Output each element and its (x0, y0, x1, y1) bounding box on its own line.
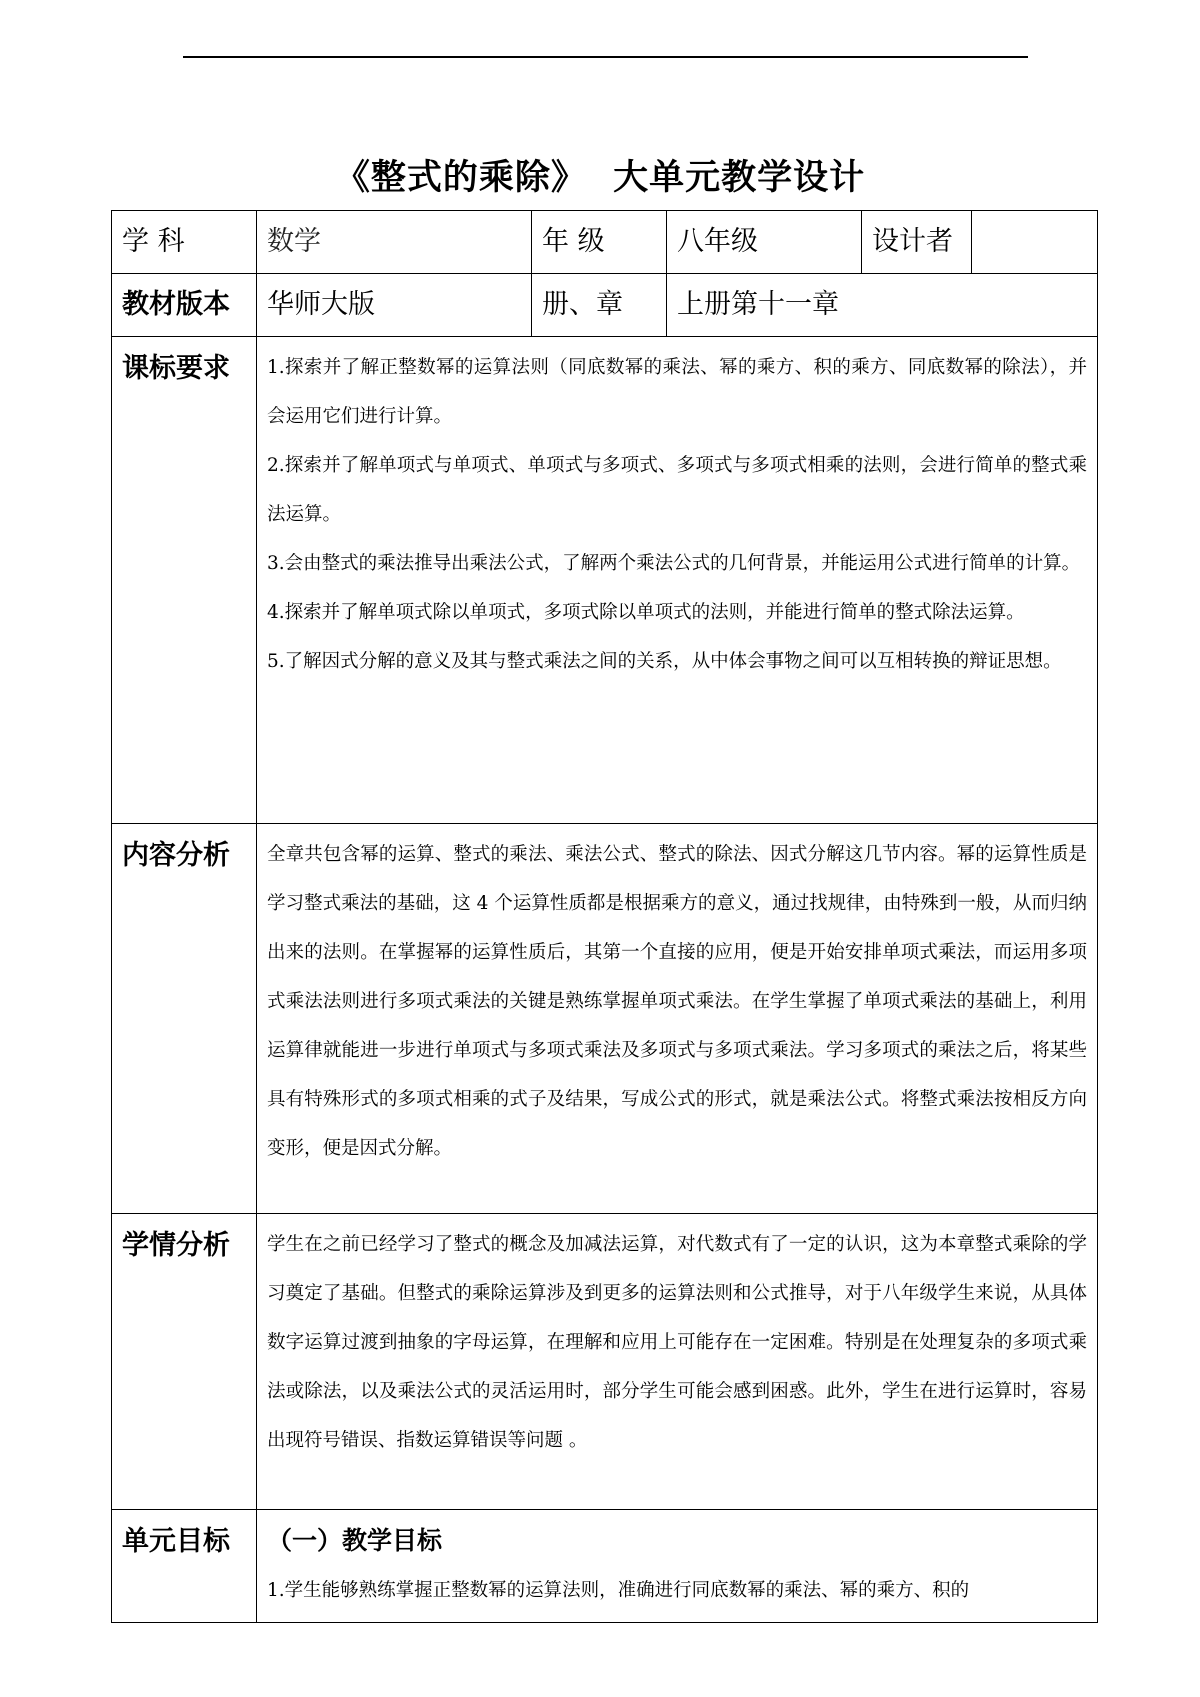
designer-value (972, 211, 1098, 274)
unit-goal-item: 1.学生能够熟练掌握正整数幂的运算法则，准确进行同底数幂的乘法、幂的乘方、积的 (267, 1580, 970, 1601)
textbook-label: 教材版本 (112, 274, 257, 337)
content-analysis-row (112, 824, 1098, 1214)
grade-label: 年 级 (532, 211, 667, 274)
designer-label: 设计者 (862, 211, 972, 274)
curriculum-label: 课标要求 (112, 337, 257, 824)
curriculum-item: 1.探索并了解正整数幂的运算法则（同底数幂的乘法、幂的乘方、积的乘方、同底数幂的除法），并会运用它们进行计算。 (267, 357, 1087, 427)
curriculum-item: 4.探索并了解单项式除以单项式，多项式除以单项式的法则，并能进行简单的整式除法运算。 (267, 602, 1025, 623)
subject-value: 数学 (257, 211, 532, 274)
lesson-plan-table (111, 210, 1098, 1623)
curriculum-item: 5.了解因式分解的意义及其与整式乘法之间的关系，从中体会事物之间可以互相转换的辩证思想。 (267, 651, 1062, 672)
curriculum-item: 2.探索并了解单项式与单项式、单项式与多项式、多项式与多项式相乘的法则，会进行简单的整式乘法运算。 (267, 455, 1087, 525)
curriculum-item: 3.会由整式的乘法推导出乘法公式，了解两个乘法公式的几何背景，并能运用公式进行简单的计算。 (267, 553, 1081, 574)
student-analysis-body (257, 1214, 1098, 1510)
header-rule (183, 56, 1028, 58)
unit-goals-body (257, 1510, 1098, 1623)
unit-goals-label: 单元目标 (112, 1510, 257, 1623)
teaching-goals-heading: （一）教学目标 (267, 1526, 443, 1555)
content-analysis-text: 全章共包含幂的运算、整式的乘法、乘法公式、整式的除法、因式分解这几节内容。幂的运算性质是学习整式乘法的基础，这 4 个运算性质都是根据乘方的意义，通过找规律，由特殊到一般，从而归纳出来的法则。在掌握幂的运算性质后，其第一个直接的应用，便是开始安排单项式乘法，而运用多项式乘法法则进行多项式乘法的关键是熟练掌握单项式乘法。在学生掌握了单项式乘法的基础上，利用运算律就能进一步进行单项式与多项式乘法及多项式与多项式乘法。学习多项式的乘法之后，将某些具有特殊形式的多项式相乘的式子及结果，写成公式的形式，就是乘法公式。将整式乘法按相反方向变形，便是因式分解。 (267, 844, 1087, 1159)
content-analysis-body (257, 824, 1098, 1214)
header-row-subject (112, 211, 1098, 274)
document-title: 《整式的乘除》 大单元教学设计 (334, 158, 866, 198)
subject-label: 学 科 (112, 211, 257, 274)
content-analysis-label: 内容分析 (112, 824, 257, 1214)
curriculum-row (112, 337, 1098, 824)
grade-value: 八年级 (667, 211, 862, 274)
unit-goals-row (112, 1510, 1098, 1623)
volume-label: 册、章 (532, 274, 667, 337)
student-analysis-label: 学情分析 (112, 1214, 257, 1510)
header-row-textbook (112, 274, 1098, 337)
student-analysis-text: 学生在之前已经学习了整式的概念及加减法运算，对代数式有了一定的认识，这为本章整式乘除的学习奠定了基础。但整式的乘除运算涉及到更多的运算法则和公式推导，对于八年级学生来说，从具体数字运算过渡到抽象的字母运算，在理解和应用上可能存在一定困难。特别是在处理复杂的多项式乘法或除法，以及乘法公式的灵活运用时，部分学生可能会感到困惑。此外，学生在进行运算时，容易出现符号错误、指数运算错误等问题 。 (267, 1234, 1087, 1451)
volume-value: 上册第十一章 (667, 274, 1098, 337)
textbook-value: 华师大版 (257, 274, 532, 337)
curriculum-body (257, 337, 1098, 824)
student-analysis-row (112, 1214, 1098, 1510)
